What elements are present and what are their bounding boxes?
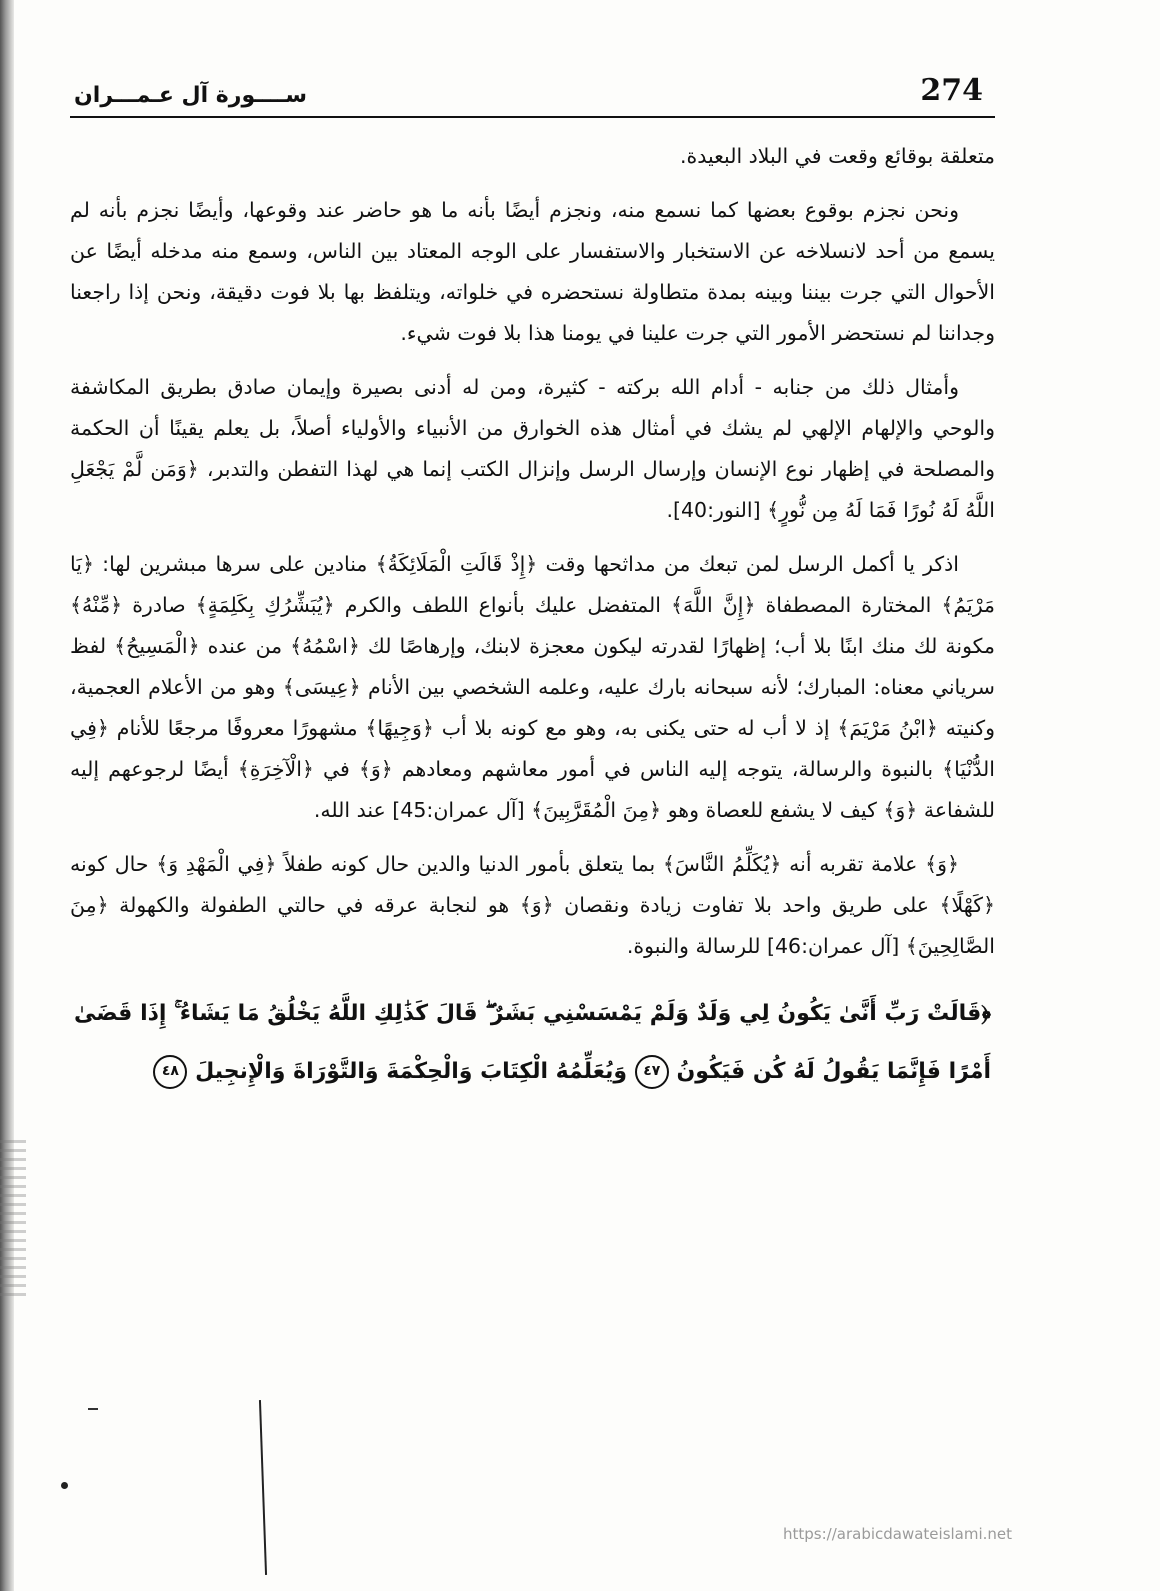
quran-verse-block [70, 985, 995, 1101]
book-page [70, 58, 995, 1528]
scan-left-edge [0, 0, 14, 1591]
body-text [70, 136, 995, 967]
watermark-url: https://arabicdawateislami.net [783, 1525, 1013, 1543]
page-number: 274 [920, 73, 983, 108]
paragraph: وأمثال ذلك من جنابه - أدام الله بركته - كثيرة، ومن له أدنى بصيرة وإيمان صادق بطريق المكاشفة والوحي والإلهام الإلهي لم يشك في أمثال هذه الخوارق من الأنبياء والأولياء أصلاً، بل يعلم يقينًا أن الحكمة والمصلحة في إظهار نوع الإنسان وإرسال الرسل وإنزال الكتب إنما هي لهذا التفطن والتدبر، ﴿وَمَن لَّمْ يَجْعَلِ اللَّهُ لَهُ نُورًا فَمَا لَهُ مِن نُّورٍ﴾ [النور:40]. [70, 375, 995, 522]
paragraph: متعلقة بوقائع وقعت في البلاد البعيدة. [679, 144, 995, 168]
verse-text: وَيُعَلِّمُهُ الْكِتَابَ وَالْحِكْمَةَ وَالتَّوْرَاةَ وَالْإِنجِيلَ [195, 1059, 628, 1084]
margin-dot [61, 1482, 68, 1489]
paragraph: ونحن نجزم بوقوع بعضها كما نسمع منه، ونجزم أيضًا بأنه ما هو حاضر عند وقوعها، وأيضًا نجزم بأنه لم يسمع من أحد لانسلاخه عن الاستخبار والاستفسار على الوجه المعتاد بين الناس، وسمع منه مدخله أيضًا عن الأحوال التي جرت بيننا وبينه بمدة متطاولة نستحضره في خلواته، ويتلفظ بها بلا فوت دقيقة، ونحن إذا راجعنا وجداننا لم نستحضر الأمور التي جرت علينا في يومنا هذا بلا فوت شيء. [70, 198, 995, 345]
paragraph: ﴿وَ﴾ علامة تقربه أنه ﴿يُكَلِّمُ النَّاسَ﴾ بما يتعلق بأمور الدنيا والدين حال كونه طفلاً ﴿فِي الْمَهْدِ وَ﴾ حال كونه ﴿كَهْلًا﴾ على طريق واحد بلا تفاوت زيادة ونقصان ﴿وَ﴾ هو لنجابة عرقه في حالتي الطفولة والكهولة ﴿مِنَ الصَّالِحِينَ﴾ [آل عمران:46] للرسالة والنبوة. [70, 852, 995, 958]
ayah-number-marker: ٤٨ [153, 1055, 187, 1089]
margin-dash [88, 1408, 98, 1410]
paragraph: اذكر يا أكمل الرسل لمن تبعك من مداثحها وقت ﴿إِذْ قَالَتِ الْمَلَائِكَةُ﴾ منادين على سرها مبشرين لها: ﴿يَا مَرْيَمُ﴾ المختارة المصطفاة ﴿إِنَّ اللَّهَ﴾ المتفضل عليك بأنواع اللطف والكرم ﴿يُبَشِّرُكِ بِكَلِمَةٍ﴾ صادرة ﴿مِّنْهُ﴾ مكونة لك منك ابنًا بلا أب؛ إظهارًا لقدرته ليكون معجزة لابنك، وإرهاصًا لك ﴿اسْمُهُ﴾ من عنده ﴿الْمَسِيحُ﴾ لفظ سرياني معناه: المبارك؛ لأنه سبحانه بارك عليه، وعلمه الشخصي بين الأنام ﴿عِيسَى﴾ وهو من الأعلام العجمية، وكنيته ﴿ابْنُ مَرْيَمَ﴾ إذ لا أب له حتى يكنى به، وهو مع كونه بلا أب ﴿وَجِيهًا﴾ مشهورًا معروفًا مرجعًا للأنام ﴿فِي الدُّنْيَا﴾ بالنبوة والرسالة، يتوجه إليه الناس في أمور معاشهم ومعادهم ﴿وَ﴾ في ﴿الْآخِرَةِ﴾ أيضًا لرجوعهم إليه للشفاعة ﴿وَ﴾ كيف لا يشفع للعصاة وهو ﴿مِنَ الْمُقَرَّبِينَ﴾ [آل عمران:45] عند الله. [70, 552, 995, 822]
scan-binding-marks [0, 1140, 26, 1300]
verse-text: ﴿قَالَتْ رَبِّ أَنَّىٰ يَكُونُ لِي وَلَدٌ وَلَمْ يَمْسَسْنِي بَشَرٌ ۖ قَالَ كَذَٰلِكِ اللَّهُ يَخْلُقُ مَا يَشَاءُ ۚ إِذَا قَضَىٰ أَمْرًا فَإِنَّمَا يَقُولُ لَهُ كُن فَيَكُونُ [74, 1001, 991, 1084]
ayah-number-marker: ٤٧ [635, 1055, 669, 1089]
surah-title: ســــورة آل عـمـــران [74, 83, 307, 108]
header-rule [70, 116, 995, 118]
page-header [70, 58, 995, 108]
